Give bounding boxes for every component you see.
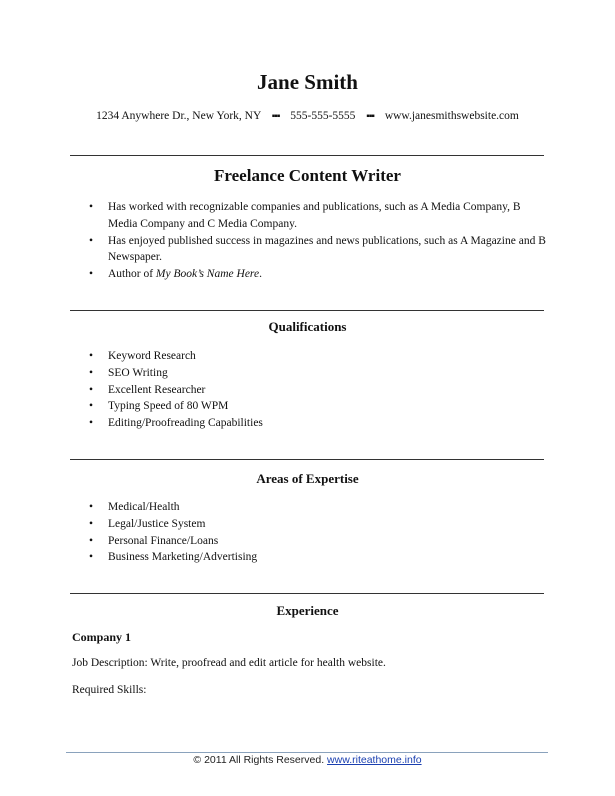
qualifications-title: Qualifications — [268, 319, 347, 334]
expertise-item: • Personal Finance/Loans — [108, 533, 257, 550]
job-description: Job Description: Write, proofread and edit article for health website. — [72, 657, 386, 669]
summary-item: • Has worked with recognizable companies and publications, such as A Media Company, B Media Company and C Media Company. — [108, 199, 548, 233]
summary-title: Freelance Content Writer — [214, 166, 401, 185]
expertise-title: Areas of Expertise — [256, 471, 359, 486]
expertise-list — [108, 499, 257, 566]
resume-name: Jane Smith — [257, 70, 358, 94]
copyright-text: © 2011 All Rights Reserved. — [193, 754, 328, 766]
qualification-item: • Excellent Researcher — [108, 382, 263, 399]
qualification-item: • Editing/Proofreading Capabilities — [108, 415, 263, 432]
expertise-item: • Business Marketing/Advertising — [108, 549, 257, 566]
expertise-item: • Medical/Health — [108, 499, 257, 516]
qualification-item: • SEO Writing — [108, 365, 263, 382]
qualification-item: • Typing Speed of 80 WPM — [108, 398, 263, 415]
summary-list — [108, 199, 548, 283]
footer — [0, 754, 615, 766]
website: www.janesmithswebsite.com — [384, 110, 519, 122]
footer-divider — [66, 752, 548, 753]
address: 1234 Anywhere Dr., New York, NY — [96, 110, 261, 122]
separator-1: ▪▪▪ — [271, 111, 280, 122]
divider-3 — [70, 459, 544, 460]
divider-1 — [70, 155, 544, 156]
footer-link[interactable]: www.riteathome.info — [327, 754, 422, 766]
divider-2 — [70, 310, 544, 311]
company-name: Company 1 — [72, 630, 132, 644]
qualifications-list — [108, 348, 263, 432]
required-skills: Required Skills: — [72, 684, 147, 696]
separator-2: ▪▪▪ — [366, 111, 374, 122]
author-suffix: . — [259, 268, 262, 281]
qualification-item: • Keyword Research — [108, 348, 263, 365]
summary-item — [108, 266, 548, 283]
book-title: My Book’s Name Here — [155, 268, 260, 281]
phone: 555-555-5555 — [290, 110, 356, 122]
divider-4 — [70, 593, 544, 594]
contact-line — [0, 110, 615, 122]
author-prefix: Author of — [108, 268, 156, 281]
summary-item: • Has enjoyed published success in magazines and news publications, such as A Magazine and B Newspaper. — [108, 233, 548, 267]
experience-title: Experience — [276, 603, 339, 618]
expertise-item: • Legal/Justice System — [108, 516, 257, 533]
